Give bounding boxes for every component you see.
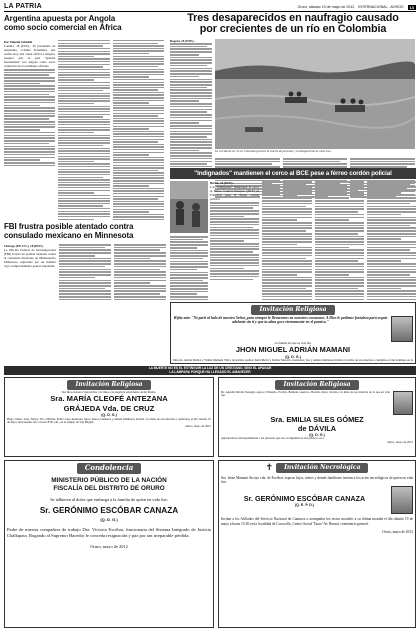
rio-headline <box>170 13 416 37</box>
angola-headline-line-1: Argentina apuesta por Angola <box>4 14 116 23</box>
notice-emilia-dgd: (Q. D. G.) <box>309 433 325 437</box>
notice-cleofe-banner: Invitación Religiosa <box>67 380 150 390</box>
notice-necrologica-closing: Oruro, mayo de 2012 <box>382 529 413 534</box>
rio-headline-line-1: Tres desaparecidos en naufragio causado <box>187 13 399 24</box>
fbi-headline-line-2: consulado mexicano en Minnesota <box>4 231 134 241</box>
angola-intro: Luanda, 18 (EFE).- El presidente de Argentina, Cristina Fernández, que realiza hoy una visita oficial a Angola, aseguró que su país "apuesta fuertemente" por Angola como socio comercial en el continente africano. <box>4 44 56 68</box>
notice-emilia-siles <box>218 377 416 457</box>
notice-condolencia-org-2: FISCALÍA DEL DISTRITO DE ORURO <box>53 484 165 492</box>
notice-jhon-verse: Hijito mío: "Yo partí al lado de nuestro Señor, para siempre le llevaremos en nuestros corazones. A Dios le pedimos fortaleza para seguir adelante sin ti y que tu alma goce eternamente en el paraíso." <box>173 315 388 325</box>
protest-image <box>170 181 208 233</box>
rio-dateline: Bogotá, 18 (EFE).- <box>170 39 196 43</box>
angola-headline <box>4 14 164 38</box>
notice-emilia-name-1: Sra. EMILIA SILES GÓMEZ <box>270 414 364 424</box>
river-photo-caption: La crecida de un río en Colombia provocó la muerte de personas y la desaparición de otras tres. <box>215 150 332 153</box>
bce-dateline: Berlín, 18 (EFE).- <box>210 181 235 185</box>
fbi-headline <box>4 222 166 242</box>
notice-cleofe-intro: Sus hijos tienen a bien invitar a la misa a la angelical edad tierna de mi Madre. <box>61 389 157 394</box>
bce-article-body <box>210 181 416 301</box>
notice-jhon-banner: Invitación Religiosa <box>251 305 334 315</box>
notice-emilia-body: Agradecemos anticipadamente a las personas que nos acompañen en tan piadoso acto. <box>221 436 325 441</box>
notice-emilia-intro: Dr. Agustín Dávila Jáuregui, esposo; Eduardo, Evelyn, Belinda, Gustavo, Hernán, hijos; invitan a la misa de recordación de la que en vida fue: <box>221 389 390 398</box>
rio-side-column <box>170 39 212 167</box>
notice-condolencia-intro: Se adhieren al dolor que embarga a la familia de quien en vida fue: <box>50 496 168 502</box>
notice-jhon-dgd: (Q. D. G.) <box>285 354 301 359</box>
notice-condolencia-body: Padre de nuestra compañera de trabajo Dra. Victoria Escóbar, funcionaria del Sistema Integrado de Justicia Chállapata. Rogando al Supremo Hacedor le conceda resignación y paz por tan irreparable pérdida. <box>7 526 211 538</box>
fbi-headline-line-1: FBI frustra posible atentado contra <box>4 222 134 231</box>
masthead-dateline <box>298 5 416 10</box>
notice-necrologica-intro: Sra. Irene Mamani Arroyo vda. de Escóbar, esposa; hijos, nietos y demás familiares invitan a los actos necrológicos de quien en vida fue: <box>221 475 413 484</box>
notice-cleofe-antezana <box>4 377 214 457</box>
bce-intro: Los "indignados" mantienen el cerco al Banco Central Europeo (BCE) en Fráncfort pese al férreo cordón policial. <box>210 185 260 201</box>
notice-condolencia-closing: Oruro, mayo de 2012 <box>90 543 128 549</box>
quote-strip-line-1: LA MUERTE NO ES EL EXTINGUIR LA LUZ DE UN CRISTIANO, SINO EL APAGAR <box>148 366 272 370</box>
notice-jhon-body: Marcelo Adrián Muñoz y Wilma Mamani Villca de Adrián, padres; Abril Melvi y Kymar Marcelo, hermanos; tías y demás familiares invitan a la misa de recordación a cumplirse el día domingo en la Parroquia de San Pedro. A todas las personas que nos acompañen en este acto de fe, anticipamos nuestro agradecimiento. <box>173 357 413 364</box>
bce-left-column <box>170 236 208 300</box>
angola-byline: Por Manuel Schmidt <box>4 40 33 44</box>
notice-cleofe-body: Hugo, Omar, Luis, Nancy, Tito, Marilia, Pedro Cruz Antezana, hijos; nietos, bisnietos y demás familiares invitan a la misa de recordación a celebrarse el día viernes 25 de mayo del presente año a horas 8:30 a.m., en el templo de San Miguel. <box>7 416 211 425</box>
issue-date: Oruro, sábado 19 de mayo de 2012 <box>297 4 355 9</box>
river-photo <box>215 39 415 149</box>
notice-condolencia-name: Sr. GERÓNIMO ESCÓBAR CANAZA <box>39 506 179 516</box>
fbi-intro: La Oficina Federal de Investigaciones (FBI) frustró un posible atentado contra el consulado mexicano en Minneapolis, Minnesota, ingresado por un hombre cuyo comportamiento generó inquietud. <box>4 248 56 268</box>
bce-photo <box>170 181 208 233</box>
notice-emilia-banner: Invitación Religiosa <box>275 380 358 390</box>
newspaper-brand: LA PATRIA <box>4 2 42 10</box>
geronimo-portrait <box>391 486 413 514</box>
masthead <box>4 3 416 12</box>
cross-icon: ✝ <box>265 462 274 473</box>
notice-jhon-adrian <box>170 302 416 364</box>
notice-cleofe-name-2: GRÁJEDA Vda. DE CRUZ <box>63 403 155 413</box>
rio-headline-line-2: por crecientes de un río en Colombia <box>199 23 387 36</box>
notice-condolencia-org-1: MINISTERIO PÚBLICO DE LA NACIÓN <box>51 476 167 484</box>
page-number: 13 <box>409 4 414 10</box>
notice-cleofe-name-1: Sra. MARÍA CLEOFÉ ANTEZANA <box>50 394 168 404</box>
notice-necrologica-banner: Invitación Necrológica <box>276 463 368 473</box>
notice-cleofe-dgd: (Q. D. G.) <box>101 413 117 418</box>
notice-condolencia <box>4 460 214 628</box>
notice-condolencia-dgd: (Q. D. G.) <box>100 516 118 522</box>
angola-headline-line-2: como socio comercial en África <box>4 23 122 33</box>
fbi-dateline: Chicago (EE.UU.), 18 (EFE).- <box>4 244 45 248</box>
jhon-portrait <box>391 316 413 342</box>
notice-jhon-name: JHON MIGUEL ADRIÁN MAMANI <box>235 345 351 355</box>
emilia-portrait <box>393 391 413 415</box>
notice-necrologica-dgd: (Q. E. P. D.) <box>294 502 315 507</box>
notice-necrologica-body: Invitan a los Afiliados del Servicio Nacional de Caminos a acompañar los restos mortales a su última morada el día sábado 19 de mayo a horas 15:30 en la localidad de Corocollo, Centro Social 'Tauro' Av. Bernal, cementerio general. <box>221 517 413 527</box>
notice-emilia-closing: Oruro, mayo de 2012 <box>387 440 413 445</box>
quote-strip-line-2: LA LÁMPARA PORQUE HA LLEGADO EL AMANECER <box>169 370 251 374</box>
bce-headline: "Indignados" mantienen el cerco al BCE pese a férreo cordón policial <box>194 169 392 177</box>
notice-jhon-intro: La familia del que en vida fue: <box>274 340 312 345</box>
notice-necrologica <box>218 460 416 628</box>
notice-necrologica-name: Sr. GERÓNIMO ESCÓBAR CANAZA <box>243 493 366 503</box>
quote-strip <box>4 366 416 375</box>
fbi-article-body <box>4 244 166 300</box>
notice-emilia-name-2: de DÁVILA <box>297 423 337 433</box>
notice-cleofe-closing: Oruro, mayo de 2012 <box>185 424 211 429</box>
section-name: INTERNACIONAL - AVISOS <box>358 4 404 9</box>
flooded-river-image <box>215 39 415 149</box>
angola-article-body <box>4 40 164 220</box>
notice-condolencia-banner: Condolencia <box>77 463 142 474</box>
bce-headline-bar <box>170 168 416 179</box>
